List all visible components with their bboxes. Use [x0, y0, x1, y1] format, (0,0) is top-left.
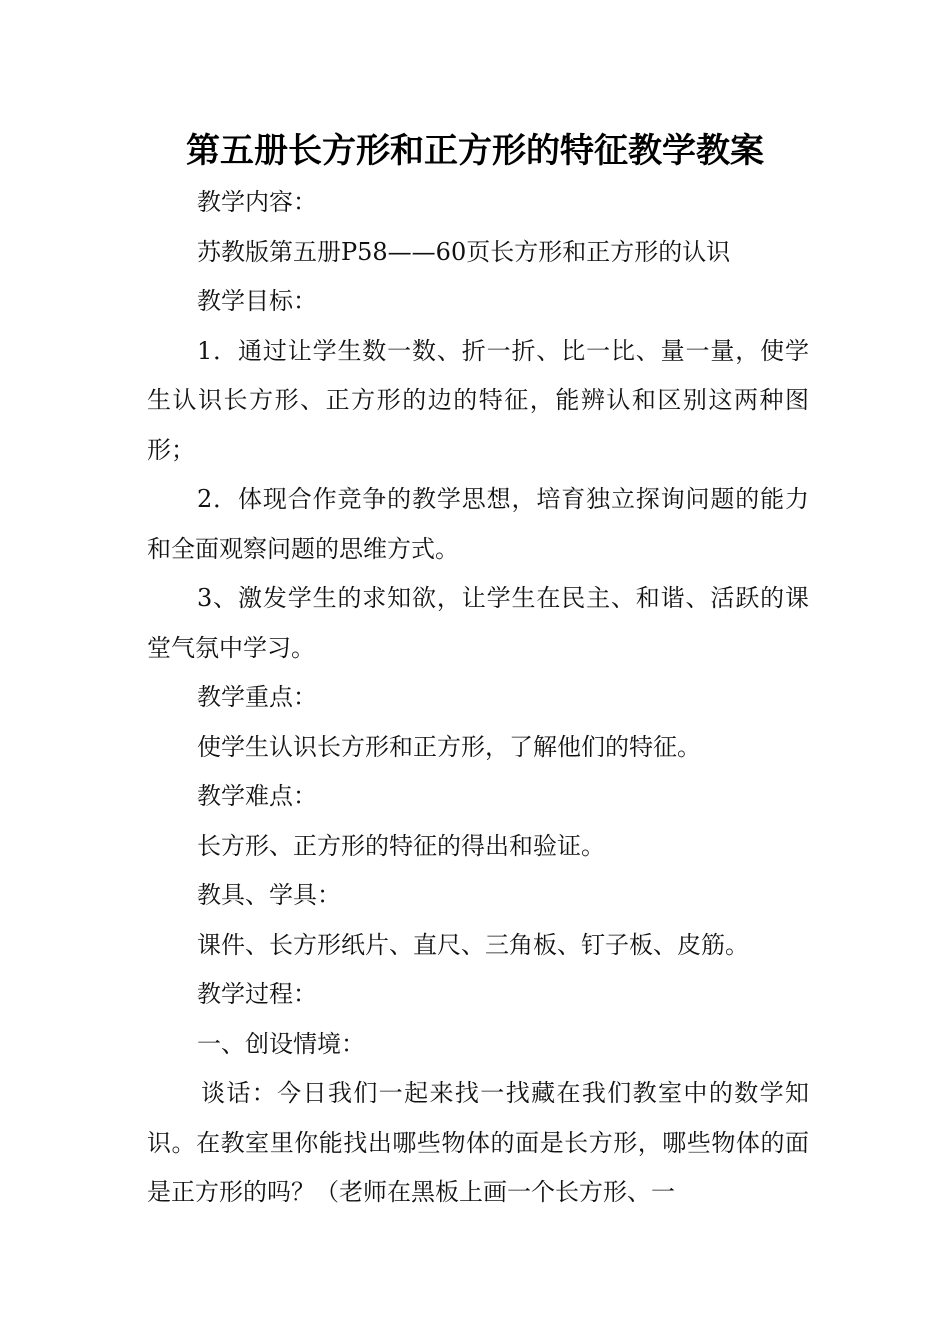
document-body — [147, 178, 809, 1218]
paragraph-teaching-content-heading: 教学内容： — [197, 188, 317, 216]
paragraph-dialogue: 谈话：今日我们一起来找一找藏在我们教室中的数学知识。在教室里你能找出哪些物体的面是长方形，哪些物体的面是正方形的吗？（老师在黑板上画一个长方形、一 — [147, 1079, 809, 1206]
paragraph-goal-2: 2．体现合作竞争的教学思想，培育独立探询问题的能力和全面观察问题的思维方式。 — [147, 485, 809, 563]
paragraph-tools-heading: 教具、学具： — [197, 881, 341, 909]
paragraph-tools: 课件、长方形纸片、直尺、三角板、钉子板、皮筋。 — [197, 930, 749, 959]
paragraph-difficulties-heading: 教学难点： — [197, 782, 317, 810]
document-title: 第五册长方形和正方形的特征教学教案 — [186, 131, 764, 171]
paragraph-goal-3: 3、激发学生的求知欲，让学生在民主、和谐、活跃的课堂气氛中学习。 — [147, 584, 809, 662]
paragraph-goal-1: 1．通过让学生数一数、折一折、比一比、量一量，使学生认识长方形、正方形的边的特征，能辨认和区别这两种图形； — [147, 336, 809, 464]
paragraph-teaching-content: 苏教版第五册P58——60页长方形和正方形的认识 — [197, 237, 731, 266]
paragraph-key-points: 使学生认识长方形和正方形，了解他们的特征。 — [197, 732, 701, 761]
paragraph-key-points-heading: 教学重点： — [197, 683, 317, 711]
paragraph-difficulties: 长方形、正方形的特征的得出和验证。 — [197, 831, 605, 860]
paragraph-section-1-heading: 一、创设情境： — [197, 1029, 365, 1058]
paragraph-teaching-goals-heading: 教学目标： — [197, 287, 317, 315]
paragraph-process-heading: 教学过程： — [197, 980, 317, 1008]
